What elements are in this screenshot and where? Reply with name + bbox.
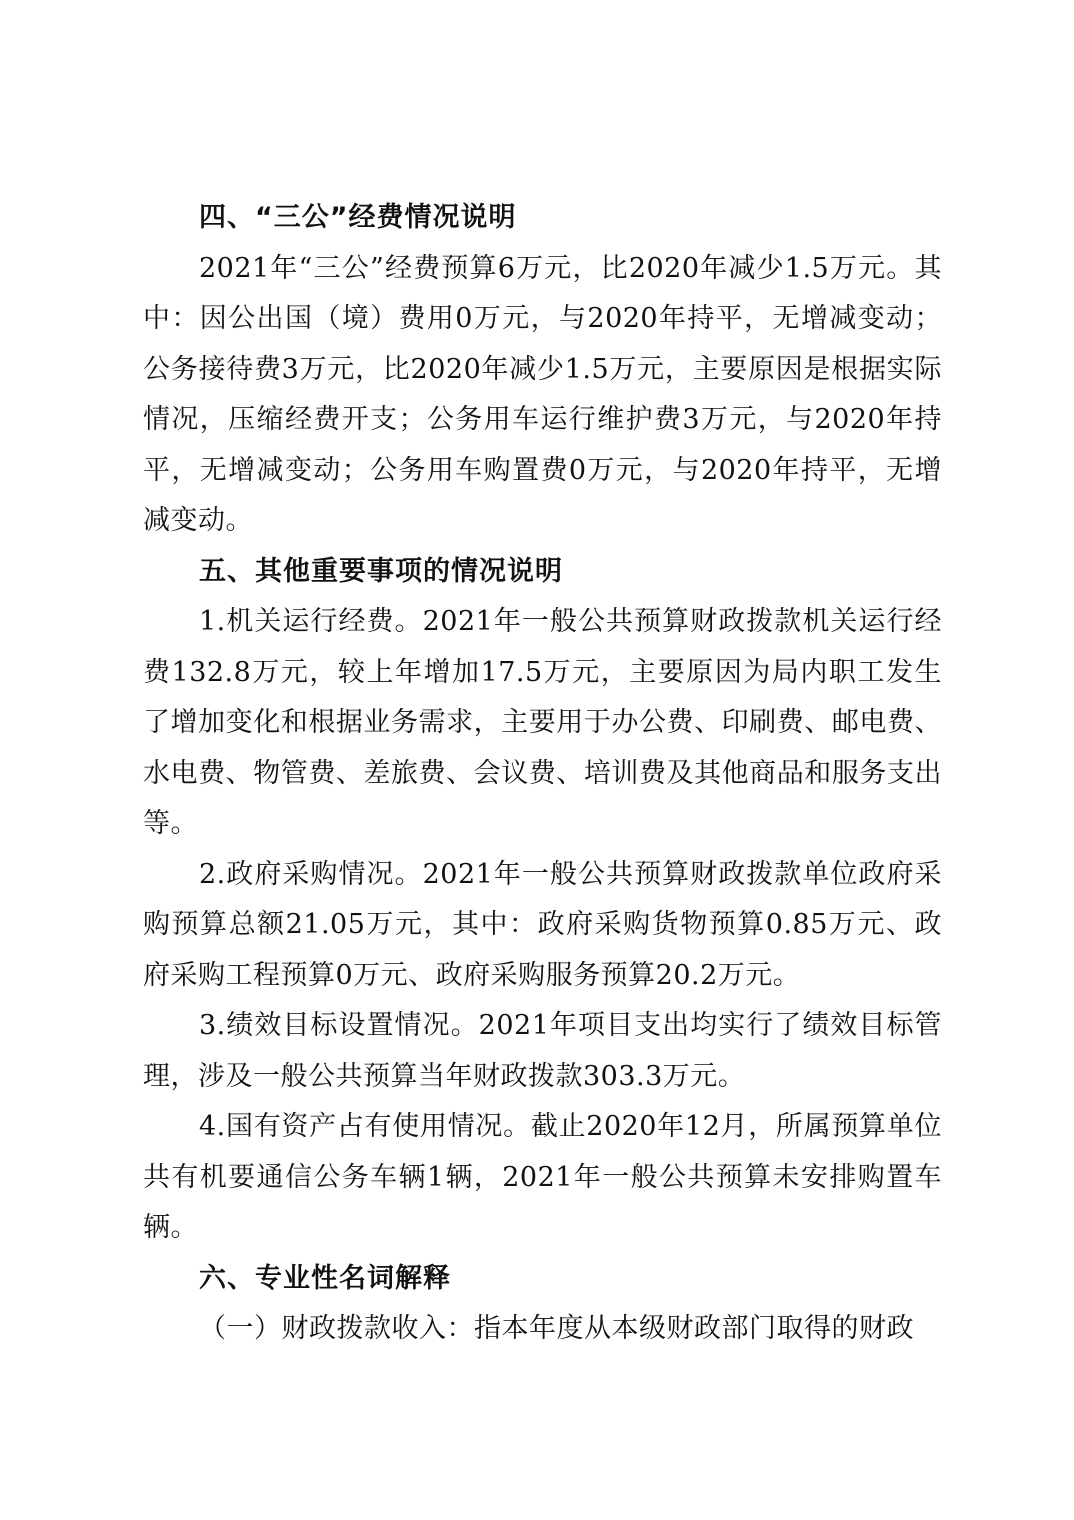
- operating-expenses-paragraph: 1.机关运行经费。2021年一般公共预算财政拨款机关运行经费132.8万元，较上年增加17.5万元，主要原因为局内职工发生了增加变化和根据业务需求，主要用于办公费、印刷费、邮电费、水电费、物管费、差旅费、会议费、培训费及其他商品和服务支出等。: [143, 606, 942, 839]
- three-public-expenses-paragraph: 2021年“三公”经费预算6万元，比2020年减少1.5万元。其中：因公出国（境）费用0万元，与2020年持平，无增减变动；公务接待费3万元，比2020年减少1.5万元，主要原因是根据实际情况，压缩经费开支；公务用车运行维护费3万元，与2020年持平，无增减变动；公务用车购置费0万元，与2020年持平，无增减变动。: [143, 252, 942, 536]
- section-four-heading: 四、“三公”经费情况说明: [199, 202, 517, 233]
- section-five-heading: 五、其他重要事项的情况说明: [199, 555, 563, 587]
- performance-targets-paragraph: 3.绩效目标设置情况。2021年项目支出均实行了绩效目标管理，涉及一般公共预算当年财政拨款303.3万元。: [143, 1010, 942, 1092]
- fiscal-appropriation-definition-paragraph: （一）财政拨款收入：指本年度从本级财政部门取得的财政: [199, 1313, 914, 1344]
- state-assets-paragraph: 4.国有资产占有使用情况。截止2020年12月，所属预算单位共有机要通信公务车辆1辆，2021年一般公共预算未安排购置车辆。: [143, 1111, 942, 1243]
- document-body: [143, 193, 942, 1355]
- government-procurement-paragraph: 2.政府采购情况。2021年一般公共预算财政拨款单位政府采购预算总额21.05万元，其中：政府采购货物预算0.85万元、政府采购工程预算0万元、政府采购服务预算20.2万元。: [143, 858, 942, 991]
- section-six-heading: 六、专业性名词解释: [199, 1262, 451, 1294]
